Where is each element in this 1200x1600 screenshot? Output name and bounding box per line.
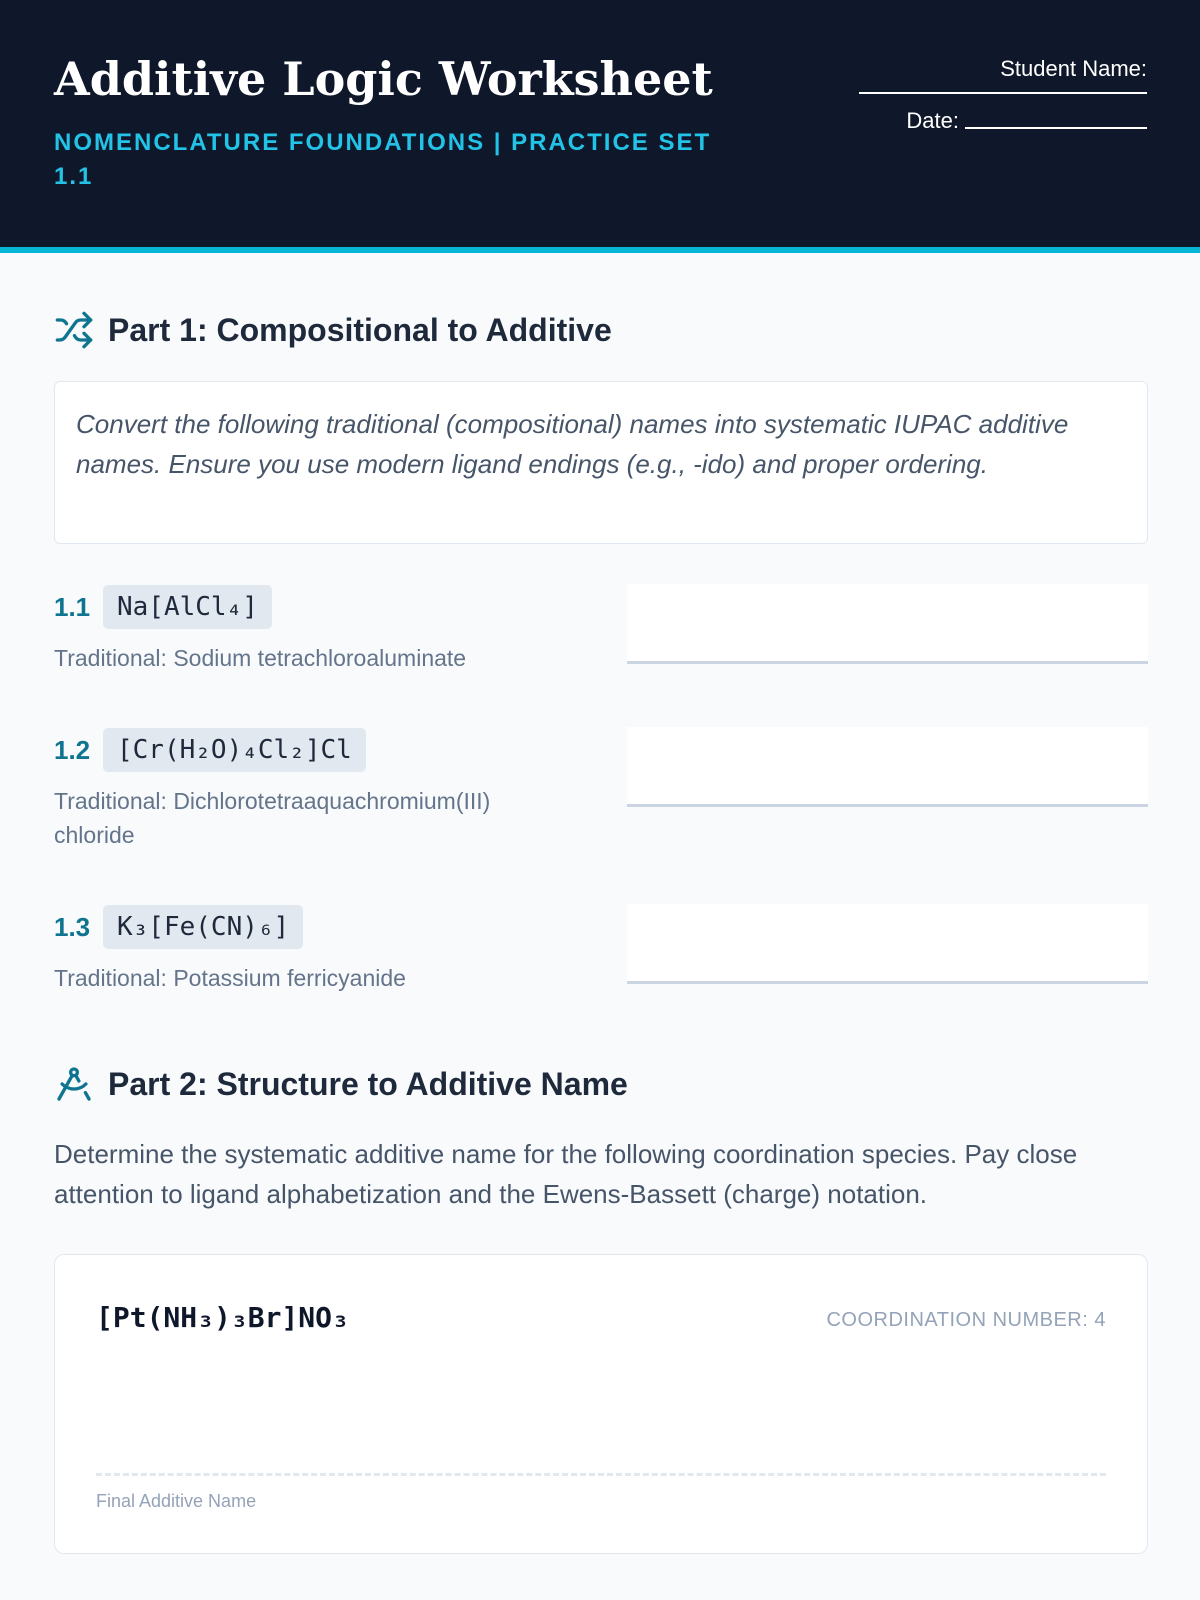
- student-name-label: Student Name:: [1000, 56, 1147, 81]
- part2-heading: [54, 1064, 628, 1104]
- part1-heading: [54, 310, 612, 350]
- part1-instructions: Convert the following traditional (compositional) names into systematic IUPAC additive names. Ensure you use modern ligand endings (e.g., -ido) and proper ordering.: [54, 381, 1148, 544]
- date-row: [827, 108, 1147, 134]
- question-formula: [Cr(H₂O)₄Cl₂]Cl: [103, 728, 366, 772]
- question-1-3: [54, 905, 1148, 995]
- part2-instructions: Determine the systematic additive name for the following coordination species. Pay close attention to ligand alphabetization and the Ewens-Bassett (charge) notation.: [54, 1139, 1078, 1209]
- answer-line[interactable]: [96, 1473, 1106, 1476]
- date-field[interactable]: [965, 127, 1147, 129]
- answer-label: Final Additive Name: [96, 1491, 257, 1511]
- page-title: Additive Logic Worksheet: [54, 52, 713, 106]
- question-1-2: [54, 728, 1148, 852]
- page-subtitle: NOMENCLATURE FOUNDATIONS | PRACTICE SET 1.1: [54, 129, 712, 190]
- answer-field[interactable]: [627, 584, 1148, 664]
- traditional-name: Traditional: Potassium ferricyanide: [54, 965, 406, 991]
- date-label: Date:: [906, 108, 959, 133]
- part2-title: Part 2: Structure to Additive Name: [108, 1065, 628, 1102]
- question-formula: K₃[Fe(CN)₆]: [103, 905, 303, 949]
- student-meta: [827, 56, 1147, 134]
- coordination-number: COORDINATION NUMBER: 4: [826, 1309, 1106, 1331]
- species-formula: [Pt(NH₃)₃Br]NO₃: [96, 1301, 349, 1334]
- answer-field[interactable]: [627, 727, 1148, 807]
- question-1-1: [54, 585, 1148, 675]
- drafting-tools-icon: [54, 1064, 94, 1104]
- question-number: 1.1: [54, 591, 91, 622]
- worksheet-header: [0, 0, 1200, 253]
- shuffle-icon: [54, 310, 94, 350]
- part1-title: Part 1: Compositional to Additive: [108, 311, 612, 348]
- question-number: 1.3: [54, 911, 91, 942]
- traditional-name: Traditional: Dichlorotetraaquachromium(III) chloride: [54, 788, 491, 848]
- traditional-name: Traditional: Sodium tetrachloroaluminate: [54, 645, 467, 671]
- answer-field[interactable]: [627, 904, 1148, 984]
- student-name-field[interactable]: [859, 92, 1147, 94]
- question-number: 1.2: [54, 734, 91, 765]
- species-card: [54, 1254, 1148, 1554]
- question-formula: Na[AlCl₄]: [103, 585, 272, 629]
